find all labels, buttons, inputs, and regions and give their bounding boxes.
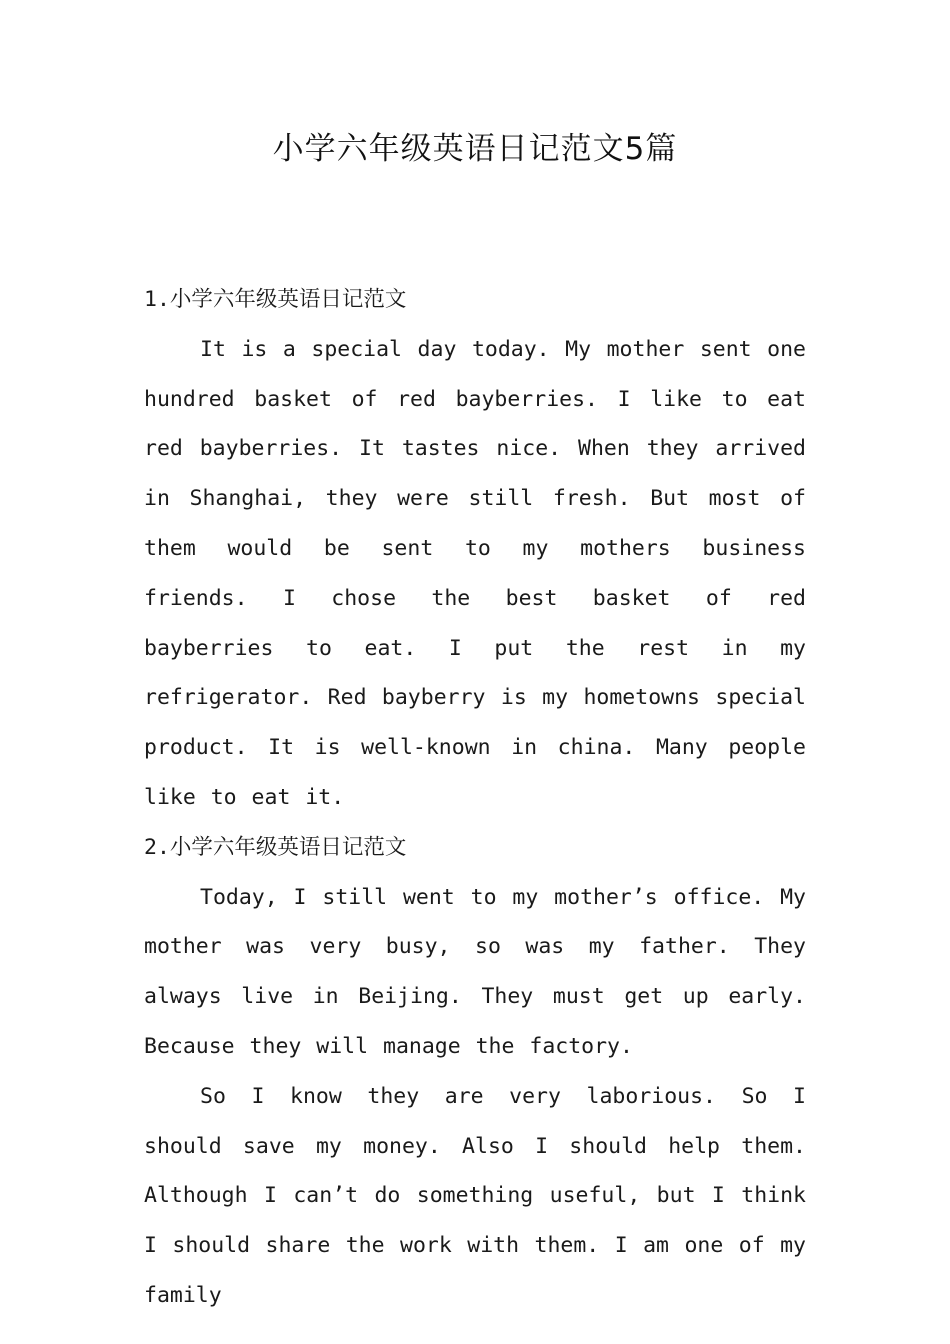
document-title: 小学六年级英语日记范文5篇 bbox=[272, 131, 678, 167]
document-body bbox=[144, 275, 806, 1321]
paragraph: Today, I still went to my mother’s office. My mother was very busy, so was my father. They always live in Beijing. They must get up early. Because they will manage the factory. bbox=[144, 884, 806, 1059]
section-heading: 2.小学六年级英语日记范文 bbox=[144, 834, 407, 860]
paragraph: So I know they are very laborious. So I should save my money. Also I should help them. Although I can’t do something useful, but I think I should share the work with them. I am one of my family bbox=[144, 1083, 806, 1308]
paragraph: It is a special day today. My mother sent one hundred basket of red bayberries. I like to eat red bayberries. It tastes nice. When they arrived in Shanghai, they were still fresh. But most of them would be sent to my mothers business friends. I chose the best basket of red bayberries to eat. I put the rest in my refrigerator. Red bayberry is my hometowns special product. It is well-known in china. Many people like to eat it. bbox=[144, 336, 806, 810]
diary-section-1 bbox=[144, 275, 806, 823]
section-heading: 1.小学六年级英语日记范文 bbox=[144, 287, 407, 312]
diary-section-2 bbox=[144, 823, 806, 1321]
